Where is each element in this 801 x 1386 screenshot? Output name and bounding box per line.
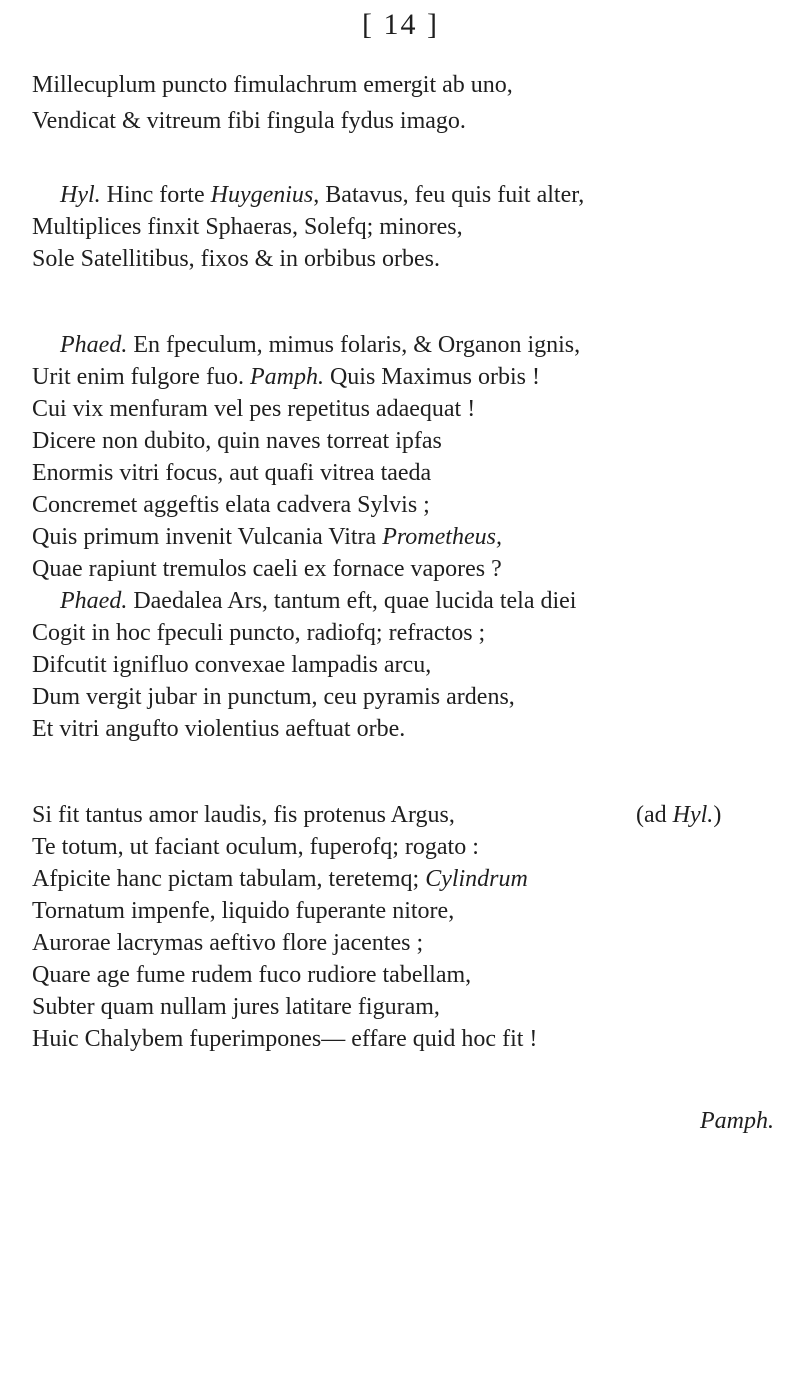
verse-text: Hinc forte bbox=[100, 182, 211, 208]
verse-text: Quis primum invenit Vulcania Vitra bbox=[32, 524, 383, 550]
verse-line bbox=[32, 212, 463, 242]
verse-text: Quae rapiunt tremulos caeli ex fornace vapores ? bbox=[32, 556, 502, 582]
verse-line bbox=[32, 650, 431, 680]
proper-name: Huygenius bbox=[210, 182, 314, 208]
verse-text: Quare age fume rudem fuco rudiore tabellam, bbox=[32, 962, 472, 988]
verse-text: , Batavus, feu quis fuit alter, bbox=[313, 182, 585, 208]
verse-line bbox=[32, 864, 528, 894]
verse-text: Sole Satellitibus, fixos & in orbibus orbes. bbox=[32, 246, 440, 272]
verse-text: Aurorae lacrymas aeftivo flore jacentes ; bbox=[32, 930, 424, 956]
verse-text: Si fit tantus amor laudis, fis protenus Argus, bbox=[32, 802, 455, 828]
verse-text: Dum vergit jubar in punctum, ceu pyramis ardens, bbox=[32, 684, 515, 710]
verse-line bbox=[32, 394, 475, 424]
verse-text: Multiplices finxit Sphaeras, Solefq; minores, bbox=[32, 214, 463, 240]
verse-line bbox=[32, 896, 454, 926]
speaker-name: Phaed. bbox=[60, 588, 128, 614]
verse-line bbox=[32, 490, 430, 520]
verse-line bbox=[32, 244, 440, 274]
verse-text: Afpicite hanc pictam tabulam, teretemq; bbox=[32, 866, 426, 892]
page-number: [ 14 ] bbox=[362, 8, 439, 41]
margin-note-open: (ad bbox=[636, 802, 673, 828]
verse-text: Dicere non dubito, quin naves torreat ipfas bbox=[32, 428, 442, 454]
verse-line bbox=[60, 180, 584, 210]
speaker-name: Pamph. bbox=[249, 364, 324, 390]
verse-text: Subter quam nullam jures latitare figuram, bbox=[32, 994, 440, 1020]
verse-line bbox=[32, 928, 423, 958]
verse-line bbox=[32, 682, 515, 712]
verse-line bbox=[32, 458, 431, 488]
verse-line bbox=[32, 618, 485, 648]
speaker-name: Phaed. bbox=[60, 332, 128, 358]
verse-line bbox=[60, 586, 576, 616]
verse-text: Et vitri angufto violentius aeftuat orbe. bbox=[32, 716, 406, 742]
proper-name: Prometheus, bbox=[382, 524, 502, 550]
verse-text: Millecuplum puncto fimulachrum emergit ab uno, bbox=[32, 72, 513, 98]
verse-line bbox=[32, 70, 513, 100]
verse-line bbox=[32, 832, 479, 862]
verse-text: Huic Chalybem fuperimpones— effare quid hoc fit ! bbox=[32, 1026, 538, 1052]
verse-text: Urit enim fulgore fuo. bbox=[32, 364, 250, 390]
verse-line bbox=[32, 992, 440, 1022]
margin-note-close: ) bbox=[713, 802, 722, 828]
verse-line bbox=[32, 106, 466, 136]
catchword: Pamph. bbox=[700, 1108, 774, 1134]
verse-text: Cui vix menfuram vel pes repetitus adaequat ! bbox=[32, 396, 476, 422]
verse-text: Enormis vitri focus, aut quafi vitrea taeda bbox=[32, 460, 432, 486]
verse-text: Difcutit ignifluo convexae lampadis arcu, bbox=[32, 652, 432, 678]
verse-line bbox=[32, 960, 471, 990]
margin-note bbox=[636, 800, 721, 830]
verse-text: Te totum, ut faciant oculum, fuperofq; rogato : bbox=[32, 834, 479, 860]
verse-line bbox=[32, 554, 502, 584]
verse-text: En fpeculum, mimus folaris, & Organon ignis, bbox=[127, 332, 581, 358]
verse-line bbox=[32, 1024, 537, 1054]
verse-text: Tornatum impenfe, liquido fuperante nitore, bbox=[32, 898, 455, 924]
margin-note-name: Hyl. bbox=[672, 802, 714, 828]
verse-line bbox=[60, 330, 580, 360]
verse-line bbox=[32, 362, 540, 392]
verse-line bbox=[32, 714, 405, 744]
verse-text: Cogit in hoc fpeculi puncto, radiofq; refractos ; bbox=[32, 620, 486, 646]
verse-text: Daedalea Ars, tantum eft, quae lucida tela diei bbox=[127, 588, 577, 614]
verse-text: Concremet aggeftis elata cadvera Sylvis ; bbox=[32, 492, 430, 518]
speaker-name: Hyl. bbox=[60, 182, 101, 208]
verse-line bbox=[32, 522, 502, 552]
verse-line bbox=[32, 800, 455, 830]
verse-text: Vendicat & vitreum fibi fingula fydus imago. bbox=[32, 108, 466, 134]
proper-name: Cylindrum bbox=[425, 866, 528, 892]
verse-line bbox=[32, 426, 442, 456]
verse-text: Quis Maximus orbis ! bbox=[323, 364, 540, 390]
